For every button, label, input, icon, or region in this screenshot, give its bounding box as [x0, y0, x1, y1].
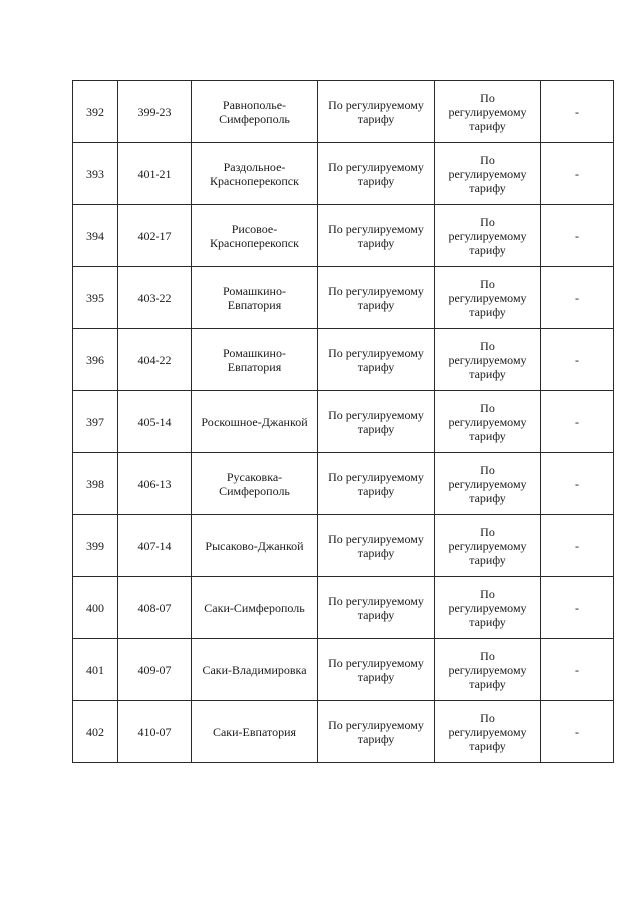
tariff-cell: По регулируемому тарифу — [435, 453, 541, 515]
row-number-cell: 394 — [73, 205, 118, 267]
row-number-cell: 400 — [73, 577, 118, 639]
tariff-cell: По регулируемому тарифу — [318, 205, 435, 267]
tariff-cell: По регулируемому тарифу — [318, 143, 435, 205]
tariff-cell: По регулируемому тарифу — [435, 701, 541, 763]
extra-cell: - — [541, 81, 614, 143]
extra-cell: - — [541, 701, 614, 763]
tariff-cell: По регулируемому тарифу — [435, 577, 541, 639]
tariff-cell: По регулируемому тарифу — [318, 267, 435, 329]
route-code-cell: 410-07 — [118, 701, 192, 763]
table-row — [73, 639, 614, 701]
route-code-cell: 408-07 — [118, 577, 192, 639]
tariff-cell: По регулируемому тарифу — [435, 515, 541, 577]
route-name-cell: Ромашкино- Евпатория — [192, 329, 318, 391]
extra-cell: - — [541, 267, 614, 329]
row-number-cell: 393 — [73, 143, 118, 205]
extra-cell: - — [541, 453, 614, 515]
tariff-cell: По регулируемому тарифу — [318, 391, 435, 453]
extra-cell: - — [541, 391, 614, 453]
route-name-cell: Раздольное- Красноперекопск — [192, 143, 318, 205]
extra-cell: - — [541, 577, 614, 639]
route-name-cell: Саки-Симферополь — [192, 577, 318, 639]
row-number-cell: 395 — [73, 267, 118, 329]
row-number-cell: 399 — [73, 515, 118, 577]
route-code-cell: 404-22 — [118, 329, 192, 391]
tariff-cell: По регулируемому тарифу — [435, 205, 541, 267]
routes-table-body — [73, 81, 614, 763]
route-code-cell: 409-07 — [118, 639, 192, 701]
row-number-cell: 392 — [73, 81, 118, 143]
route-name-cell: Русаковка- Симферополь — [192, 453, 318, 515]
tariff-cell: По регулируемому тарифу — [318, 577, 435, 639]
route-name-cell: Рысаково-Джанкой — [192, 515, 318, 577]
row-number-cell: 397 — [73, 391, 118, 453]
tariff-cell: По регулируемому тарифу — [318, 453, 435, 515]
tariff-cell: По регулируемому тарифу — [435, 267, 541, 329]
route-code-cell: 407-14 — [118, 515, 192, 577]
table-row — [73, 515, 614, 577]
route-code-cell: 405-14 — [118, 391, 192, 453]
route-name-cell: Рисовое- Красноперекопск — [192, 205, 318, 267]
table-row — [73, 577, 614, 639]
route-name-cell: Саки-Евпатория — [192, 701, 318, 763]
route-name-cell: Равнополье- Симферополь — [192, 81, 318, 143]
route-code-cell: 399-23 — [118, 81, 192, 143]
table-row — [73, 267, 614, 329]
tariff-cell: По регулируемому тарифу — [318, 639, 435, 701]
tariff-cell: По регулируемому тарифу — [435, 329, 541, 391]
extra-cell: - — [541, 205, 614, 267]
extra-cell: - — [541, 143, 614, 205]
route-code-cell: 406-13 — [118, 453, 192, 515]
table-row — [73, 453, 614, 515]
route-name-cell: Роскошное-Джанкой — [192, 391, 318, 453]
tariff-cell: По регулируемому тарифу — [318, 701, 435, 763]
tariff-cell: По регулируемому тарифу — [435, 81, 541, 143]
route-name-cell: Саки-Владимировка — [192, 639, 318, 701]
row-number-cell: 398 — [73, 453, 118, 515]
extra-cell: - — [541, 515, 614, 577]
routes-table — [72, 80, 614, 763]
route-code-cell: 402-17 — [118, 205, 192, 267]
table-row — [73, 329, 614, 391]
route-name-cell: Ромашкино- Евпатория — [192, 267, 318, 329]
tariff-cell: По регулируемому тарифу — [318, 515, 435, 577]
tariff-cell: По регулируемому тарифу — [435, 639, 541, 701]
row-number-cell: 396 — [73, 329, 118, 391]
table-row — [73, 205, 614, 267]
table-row — [73, 81, 614, 143]
row-number-cell: 401 — [73, 639, 118, 701]
extra-cell: - — [541, 329, 614, 391]
extra-cell: - — [541, 639, 614, 701]
route-code-cell: 403-22 — [118, 267, 192, 329]
table-row — [73, 391, 614, 453]
tariff-cell: По регулируемому тарифу — [318, 329, 435, 391]
route-code-cell: 401-21 — [118, 143, 192, 205]
tariff-cell: По регулируемому тарифу — [318, 81, 435, 143]
table-row — [73, 143, 614, 205]
tariff-cell: По регулируемому тарифу — [435, 143, 541, 205]
table-row — [73, 701, 614, 763]
tariff-cell: По регулируемому тарифу — [435, 391, 541, 453]
row-number-cell: 402 — [73, 701, 118, 763]
